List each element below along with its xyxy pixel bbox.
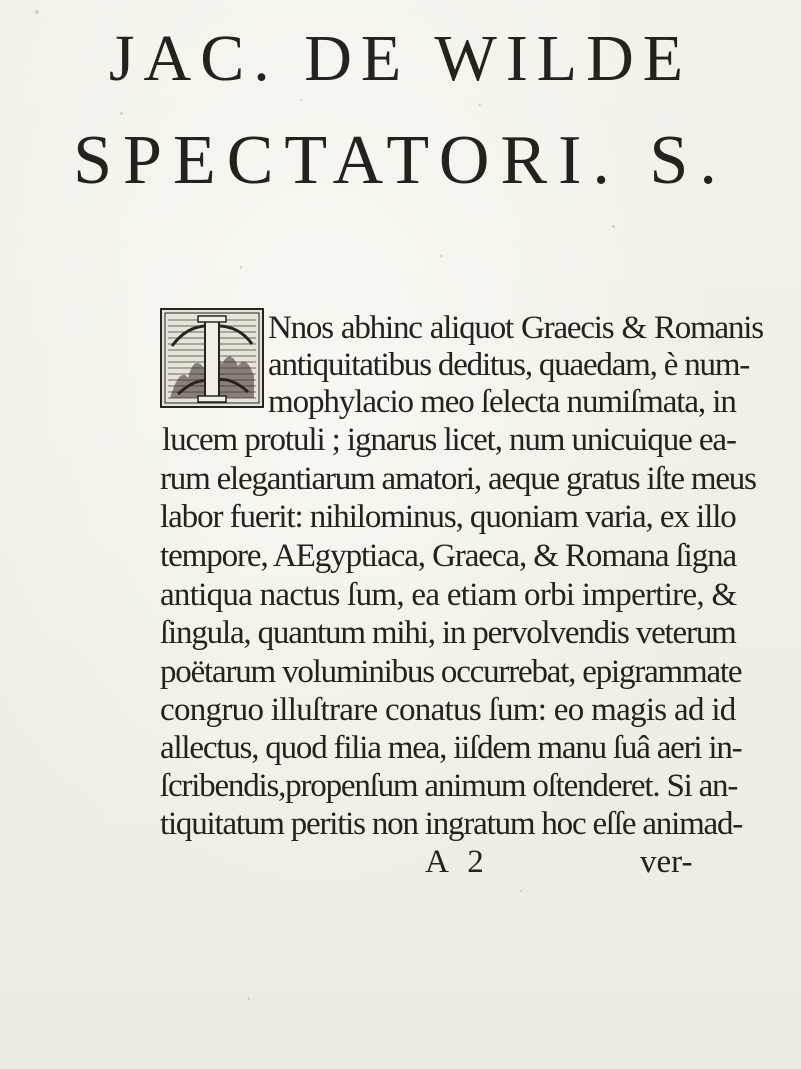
text-line: ſingula, quantum mihi, in pervolvendis veterum [160, 615, 736, 651]
text-line: tiquitatum peritis non ingratum hoc eſſe animad- [160, 806, 743, 842]
text-line: mophylacio meo ſelecta numiſmata, in [268, 384, 736, 420]
paper-speck [240, 266, 242, 269]
paper-speck [520, 890, 522, 892]
paper-speck [248, 997, 250, 1000]
paper-speck [120, 112, 123, 115]
text-line: lucem protuli ; ignarus licet, num unicuique ea- [162, 422, 736, 458]
author-heading: JAC. DE WILDE [108, 22, 693, 95]
text-line: tempore, AEgyptiaca, Graeca, & Romana ſigna [160, 538, 737, 574]
paper-speck [440, 255, 442, 257]
catchword: ver- [640, 844, 693, 880]
text-line: allectus, quod filia mea, iiſdem manu ſuâ aeri in- [160, 730, 742, 766]
text-line: labor fuerit: nihilominus, quoniam varia, ex illo [160, 499, 736, 535]
paper-speck [478, 104, 481, 106]
text-line: antiqua nactus ſum, ea etiam orbi impertire, & [160, 577, 737, 613]
text-line: ſcribendis,propenſum animum oſtenderet. Si an- [160, 768, 738, 804]
text-line: rum elegantiarum amatori, aeque gratus iſte meus [160, 461, 756, 497]
signature-mark: A 2 [425, 844, 490, 880]
decorated-initial-engraving [158, 306, 266, 410]
paper-speck [612, 225, 615, 228]
text-line: Nnos abhinc aliquot Graecis & Romanis [268, 310, 763, 346]
paper-speck [300, 99, 302, 101]
decorated-initial [158, 306, 266, 410]
text-line: antiquitatibus deditus, quaedam, è num- [268, 347, 750, 383]
address-heading: SPECTATORI. S. [73, 122, 728, 199]
text-line: poëtarum voluminibus occurrebat, epigrammate [160, 654, 742, 690]
text-line: congruo illuſtrare conatus ſum: eo magis ad id [160, 692, 736, 728]
paper-speck [35, 10, 39, 14]
